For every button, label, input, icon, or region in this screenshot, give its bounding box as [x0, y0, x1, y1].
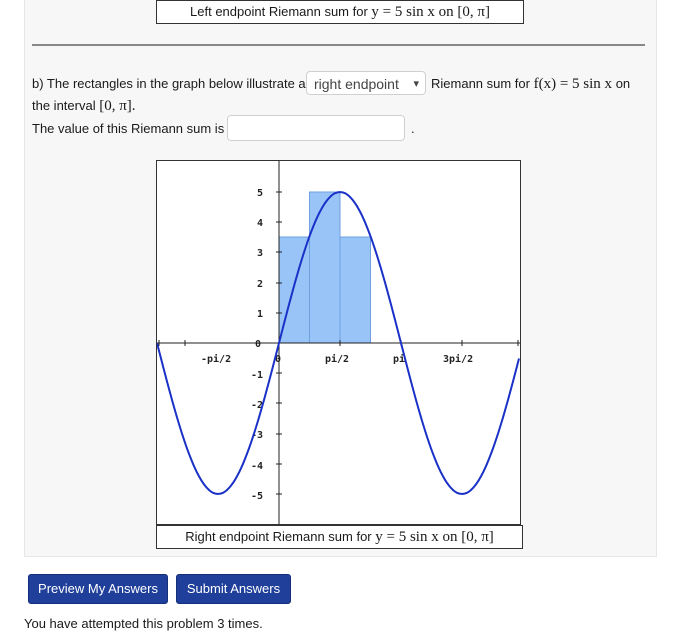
right-caption-text: Right endpoint Riemann sum for — [185, 529, 376, 544]
interval-label: the interval — [32, 98, 96, 113]
riemann-rect-2 — [310, 192, 341, 343]
riemann-graph-svg — [157, 161, 520, 524]
y-tick-label-neg2: -2 — [251, 400, 264, 411]
x-tick-label-pi-half: pi/2 — [325, 354, 350, 365]
right-caption-math: y = 5 sin x on [0, π] — [375, 529, 494, 545]
y-tick-label-neg5: -5 — [251, 491, 264, 502]
x-tick-label-3pi-half: 3pi/2 — [443, 354, 474, 365]
on-word: on — [615, 76, 631, 91]
endpoint-select[interactable] — [306, 71, 426, 95]
value-prompt: The value of this Riemann sum is — [32, 121, 225, 136]
question-line-1 — [32, 76, 306, 91]
function-math: f(x) = 5 sin x — [533, 76, 613, 92]
section-divider — [32, 44, 645, 46]
x-tick-label-origin: 0 — [275, 354, 282, 365]
preview-answers-button[interactable]: Preview My Answers — [28, 574, 168, 604]
answer-period: . — [411, 121, 415, 136]
attempts-status: You have attempted this problem 3 times. — [24, 616, 263, 631]
y-tick-label-0: 0 — [255, 339, 262, 350]
question-intro: b) The rectangles in the graph below illustrate a — [32, 76, 306, 91]
riemann-rect-3 — [340, 237, 371, 343]
y-tick-label-1: 1 — [257, 309, 264, 320]
endpoint-select-value: right endpoint — [314, 76, 399, 92]
submit-answers-button[interactable]: Submit Answers — [176, 574, 291, 604]
select-chevron-icon: ▾ — [413, 78, 419, 90]
left-riemann-caption — [156, 0, 524, 24]
y-tick-label-neg1: -1 — [251, 370, 264, 381]
riemann-graph — [156, 160, 521, 525]
y-tick-label-5: 5 — [257, 188, 264, 199]
riemann-sum-for: Riemann sum for — [431, 76, 530, 91]
y-tick-label-2: 2 — [257, 279, 264, 290]
question-line-2 — [32, 98, 136, 115]
left-caption-math: y = 5 sin x on [0, π] — [371, 4, 490, 20]
y-tick-label-4: 4 — [257, 218, 264, 229]
left-caption-text: Left endpoint Riemann sum for — [190, 4, 372, 19]
y-tick-label-3: 3 — [257, 248, 264, 259]
x-tick-label-pi: pi — [393, 354, 406, 365]
interval-math: [0, π]. — [99, 98, 136, 114]
question-line-1-tail — [431, 76, 630, 93]
x-tick-label-neg-pi-half: -pi/2 — [201, 354, 232, 365]
right-riemann-caption — [156, 525, 523, 549]
y-tick-label-neg4: -4 — [251, 461, 264, 472]
y-tick-label-neg3: -3 — [251, 430, 264, 441]
riemann-sum-answer-input[interactable] — [227, 115, 405, 141]
